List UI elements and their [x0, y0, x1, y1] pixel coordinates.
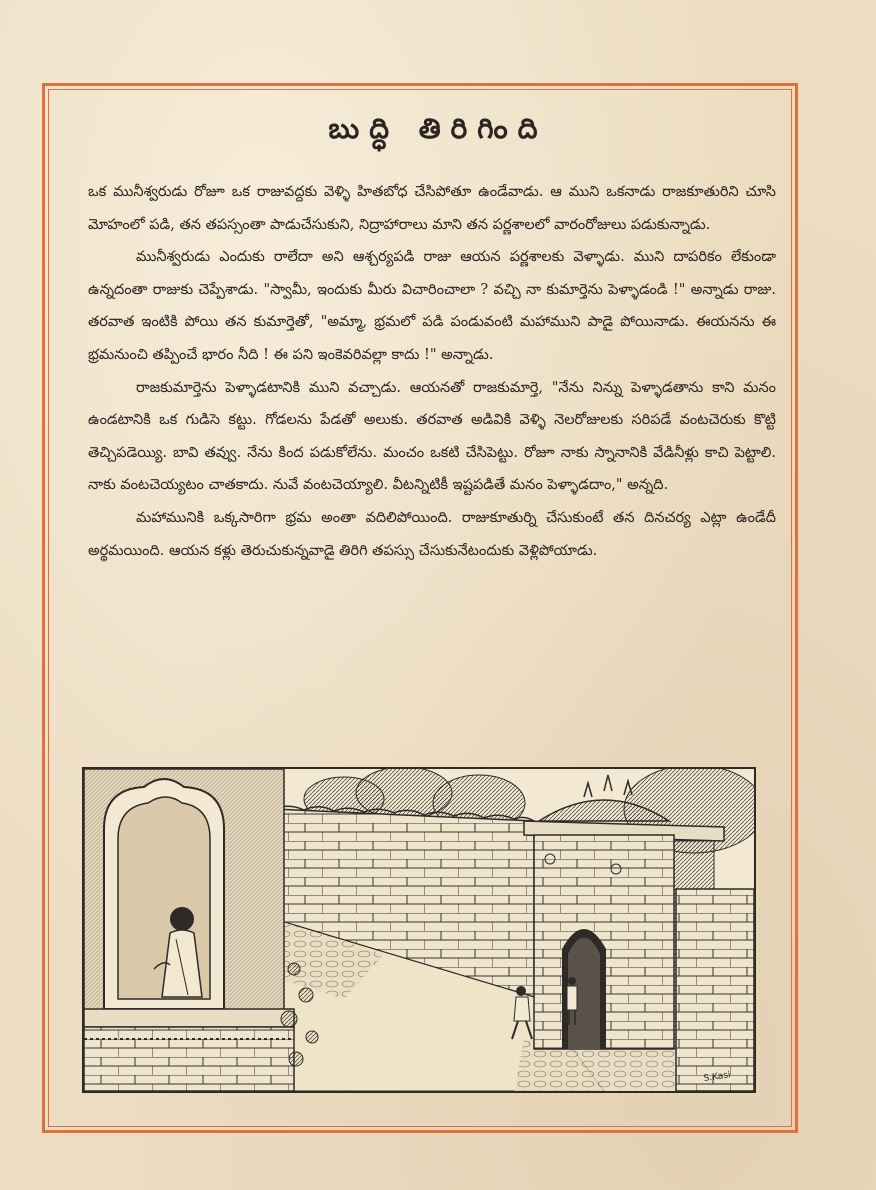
artist-signature: S.Kasi [703, 1070, 732, 1084]
story-illustration [82, 767, 756, 1093]
paragraph-4: మహామునికి ఒక్కసారిగా భ్రమ అంతా వదిలిపోయింది. రాజుకూతుర్ని చేసుకుంటే తన దినచర్య ఎట్లా ఉండేదీ అర్థమయింది. ఆయన కళ్లు తెరుచుకున్నవాడై తిరిగి తపస్సు చేసుకునేటందుకు వెళ్లిపోయాడు. [88, 509, 776, 559]
palace-window [84, 769, 294, 1091]
paragraph-2: మునీశ్వరుడు ఎందుకు రాలేదా అని ఆశ్చర్యపడి రాజు ఆయన పర్ణశాలకు వెళ్ళాడు. ముని దాపరికం లేకుండా ఉన్నదంతా రాజుకు చెప్పేశాడు. "స్వామీ, ఇందుకు మీరు విచారించాలా ? వచ్చి నా కుమార్తెను పెళ్ళాడండి !" అన్నాడు రాజు. తరవాత ఇంటికి పోయి తన కుమార్తెతో, "అమ్మా, భ్రమలో పడి పండువంటి మహాముని పాడై పోయినాడు. ఈయనను ఈ భ్రమనుంచి తప్పించే భారం నీది ! ఈ పని ఇంకెవరివల్లా కాదు !" అన్నాడు. [88, 249, 776, 363]
side-tower [676, 889, 754, 1091]
paragraph-1: ఒక మునీశ్వరుడు రోజూ ఒక రాజువద్దకు వెళ్ళి హితబోధ చేసిపోతూ ఉండేవాడు. ఆ ముని ఒకనాడు రాజకూతురిని చూసి మోహంలో పడి, తన తపస్సంతా పాడుచేసుకుని, నిద్రాహారాలు మాని తన పర్ణశాలలో వారంరోజులు పడుకున్నాడు. [88, 184, 776, 233]
story-title: బుద్ధి తిరిగింది [328, 112, 548, 145]
story-body [88, 176, 776, 567]
paragraph-3: రాజకుమార్తెను పెళ్ళాడటానికి ముని వచ్చాడు. ఆయనతో రాజకుమార్తె, "నేను నిన్ను పెళ్ళాడతాను కాని మనం ఉండటానికి ఒక గుడిసె కట్టు. గోడలను పేడతో అలుకు. తరవాత అడివికి వెళ్ళి నెలరోజులకు సరిపడే వంటచెరుకు కొట్టి తెచ్చిపడెయ్యి. బావి తవ్వు. నేను కింద పడుకోలేను. మంచం ఒకటి చేసిపెట్టు. రోజూ నాకు స్నానానికి వేడినీళ్లు కాచి పెట్టాలి. నాకు వంటచెయ్యటం చాతకాదు. నువే వంటచెయ్యాలి. వీటన్నిటికీ ఇష్టపడితే మనం పెళ్ళాడదాం," అన్నది. [88, 379, 776, 494]
